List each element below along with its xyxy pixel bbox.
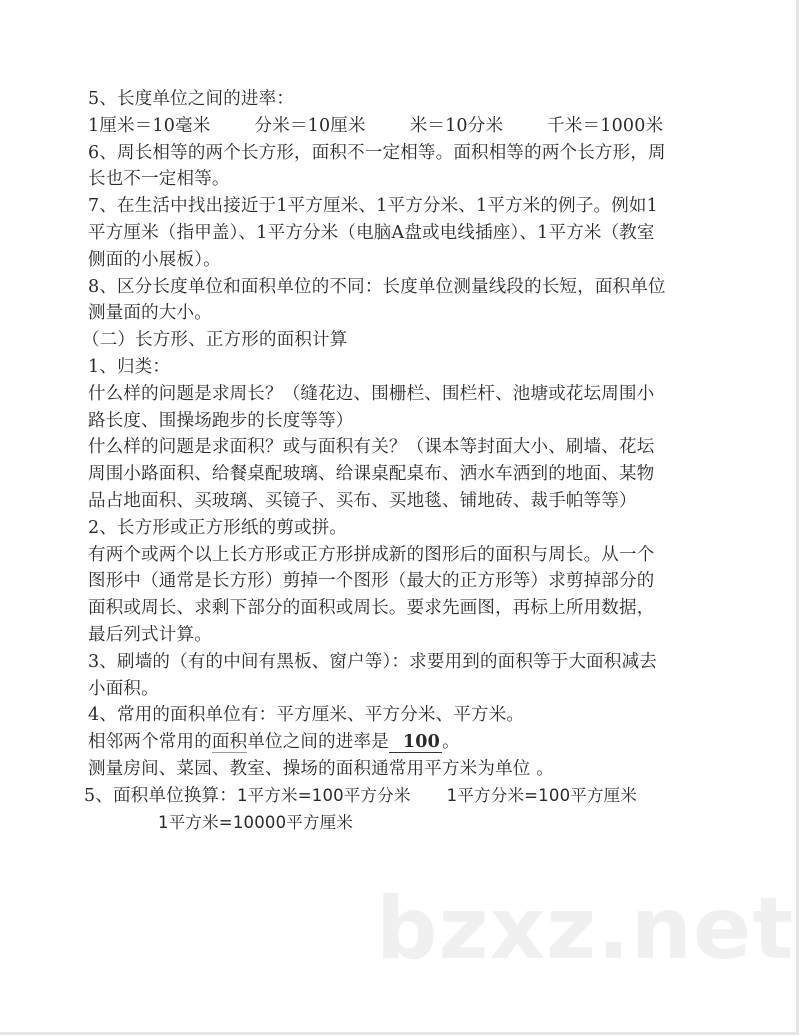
rate-text-pre: 相邻两个常用的 [88,732,212,753]
point-7-line-1: 7、在生活中找出接近于1平方厘米、1平方分米、1平方米的例子。例如1 [88,196,658,217]
conversion-cm-mm: 1厘米＝10毫米 [88,115,211,136]
conversion-m-dm: 米＝10分米 [409,115,504,136]
rate-text-post: 。 [442,732,460,753]
underlined-area-word: 面积 [211,732,248,753]
item-2-desc-line-1: 有两个或两个以上长方形或正方形拼成新的图形后的面积与周长。从一个 [88,544,655,565]
point-6-line-2: 长也不一定相等。 [88,169,230,190]
square-meter-usage: 测量房间、菜园、教室、操场的面积通常用平方米为单位 。 [88,758,554,779]
adjacent-unit-rate [88,729,718,756]
section-heading-area-calc: （二）长方形、正方形的面积计算 [82,330,348,351]
conversion-m2-dm2: 1平方米=100平方分米 [236,785,411,805]
conversion-dm-cm: 分米＝10厘米 [254,115,366,136]
area-question-line-1: 什么样的问题是求面积？或与面积有关？（课本等封面大小、刷墙、花坛 [88,437,655,458]
conversion-label: 5、面积单位换算： [84,785,237,806]
item-2-desc-line-3: 面积或周长、求剩下部分的面积或周长。要求先画图，再标上所用数据， [88,598,655,619]
conversion-m2-cm2: 1平方米=10000平方厘米 [158,812,354,832]
point-7-line-2: 平方厘米（指甲盖）、1平方分米（电脑A盘或电线插座）、1平方米（教室 [88,222,655,243]
heading-length-unit-rates: 5、长度单位之间的进率： [88,89,295,109]
item-4-common-units: 4、常用的面积单位有：平方厘米、平方分米、平方米。 [88,705,525,726]
item-2-cut-or-combine: 2、长方形或正方形纸的剪或拼。 [88,517,348,538]
rate-text-mid: 单位之间的进率是 [247,732,389,753]
perimeter-question-line-1: 什么样的问题是求周长？（缝花边、围栅栏、围栏杆、池塘或花坛周围小 [88,383,655,404]
watermark: bzxz.net [376,879,795,979]
item-2-desc-line-4: 最后列式计算。 [88,624,212,645]
item-5-area-conversion [84,783,718,810]
rate-blank-value: 100 [389,732,442,753]
point-8-line-1: 8、区分长度单位和面积单位的不同：长度单位测量线段的长短，面积单位 [88,276,666,297]
length-unit-conversions [88,113,718,140]
item-2-desc-line-2: 图形中（通常是长方形）剪掉一个图形（最大的正方形等）求剪掉部分的 [88,571,655,592]
item-3-line-2: 小面积。 [88,678,159,699]
point-8-line-2: 测量面的大小。 [88,303,212,324]
document-body [82,86,718,836]
item-3-line-1: 3、刷墙的（有的中间有黑板、窗户等）：求要用到的面积等于大面积减去 [88,651,657,672]
conversion-dm2-cm2: 1平方分米=100平方厘米 [446,785,638,805]
area-question-line-3: 品占地面积、买玻璃、买镜子、买布、买地毯、铺地砖、裁手帕等等） [88,490,637,511]
item-1-classification: 1、归类： [88,356,171,377]
point-6-line-1: 6、周长相等的两个长方形，面积不一定相等。面积相等的两个长方形，周 [88,142,666,163]
point-7-line-3: 侧面的小展板）。 [88,249,221,270]
perimeter-question-line-2: 路长度、围操场跑步的长度等等） [88,410,354,431]
conversion-km-m: 千米＝1000米 [547,115,664,136]
area-question-line-2: 周围小路面积、给餐桌配玻璃、给课桌配桌布、洒水车洒到的地面、某物 [88,464,655,485]
